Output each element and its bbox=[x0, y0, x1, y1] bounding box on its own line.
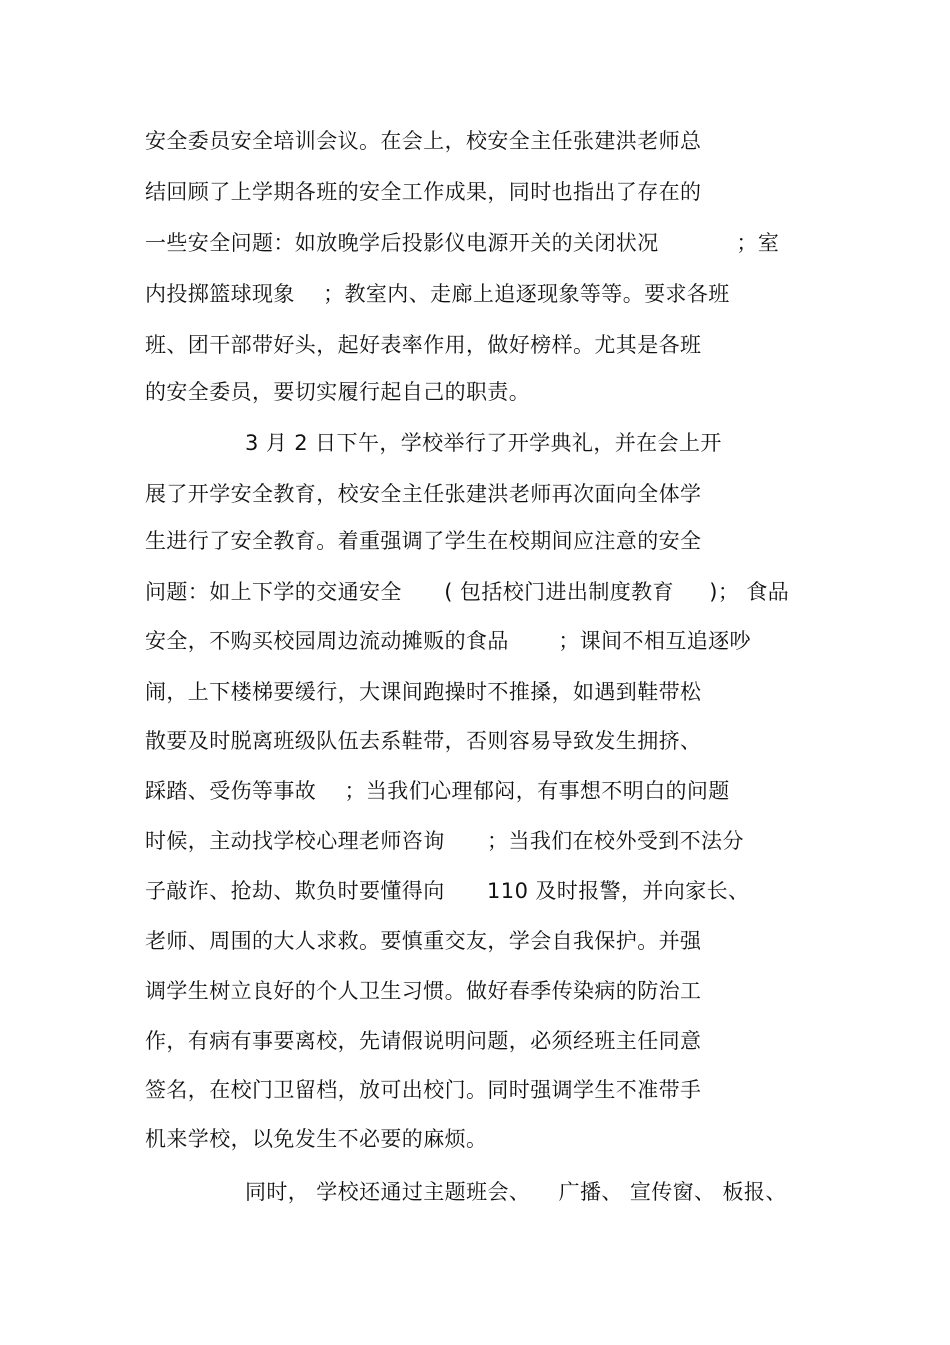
text-line: 问题：如上下学的交通安全 ( 包括校门进出制度教育 )； 食品 bbox=[145, 580, 790, 604]
text-line: 老师、周围的大人求救。要慎重交友，学会自我保护。并强 bbox=[145, 929, 702, 953]
text-line: 签名，在校门卫留档，放可出校门。同时强调学生不准带手 bbox=[145, 1078, 702, 1102]
text-line: 踩踏、受伤等事故 ；当我们心理郁闷，有事想不明白的问题 bbox=[145, 779, 730, 803]
text-line: 安全委员安全培训会议。在会上，校安全主任张建洪老师总 bbox=[145, 129, 702, 153]
text-line: 班、团干部带好头，起好表率作用，做好榜样。尤其是各班 bbox=[145, 333, 702, 357]
text-line: 安全，不购买校园周边流动摊贩的食品 ；课间不相互追逐吵 bbox=[145, 629, 751, 653]
text-line: 结回顾了上学期各班的安全工作成果，同时也指出了存在的 bbox=[145, 180, 702, 204]
text-line: 内投掷篮球现象 ；教室内、走廊上追逐现象等等。要求各班 bbox=[145, 282, 730, 306]
text-line: 机来学校，以免发生不必要的麻烦。 bbox=[145, 1127, 488, 1151]
text-line: 生进行了安全教育。着重强调了学生在校期间应注意的安全 bbox=[145, 529, 702, 553]
text-line: 子敲诈、抢劫、欺负时要懂得向 110 及时报警，并向家长、 bbox=[145, 879, 750, 903]
text-line: 时候，主动找学校心理老师咨询 ；当我们在校外受到不法分 bbox=[145, 829, 744, 853]
text-line: 展了开学安全教育，校安全主任张建洪老师再次面向全体学 bbox=[145, 482, 702, 506]
text-line: 3 月 2 日下午，学校举行了开学典礼，并在会上开 bbox=[245, 431, 722, 455]
text-line: 作，有病有事要离校，先请假说明问题，必须经班主任同意 bbox=[145, 1029, 702, 1053]
text-line: 一些安全问题：如放晚学后投影仪电源开关的关闭状况 ；室 bbox=[145, 231, 780, 255]
text-line: 散要及时脱离班级队伍去系鞋带，否则容易导致发生拥挤、 bbox=[145, 729, 702, 753]
text-line: 同时， 学校还通过主题班会、 广播、 宣传窗、 板报、 bbox=[245, 1180, 787, 1204]
text-line: 的安全委员，要切实履行起自己的职责。 bbox=[145, 380, 531, 404]
text-line: 闹，上下楼梯要缓行，大课间跑操时不推搡，如遇到鞋带松 bbox=[145, 680, 702, 704]
text-line: 调学生树立良好的个人卫生习惯。做好春季传染病的防治工 bbox=[145, 979, 702, 1003]
